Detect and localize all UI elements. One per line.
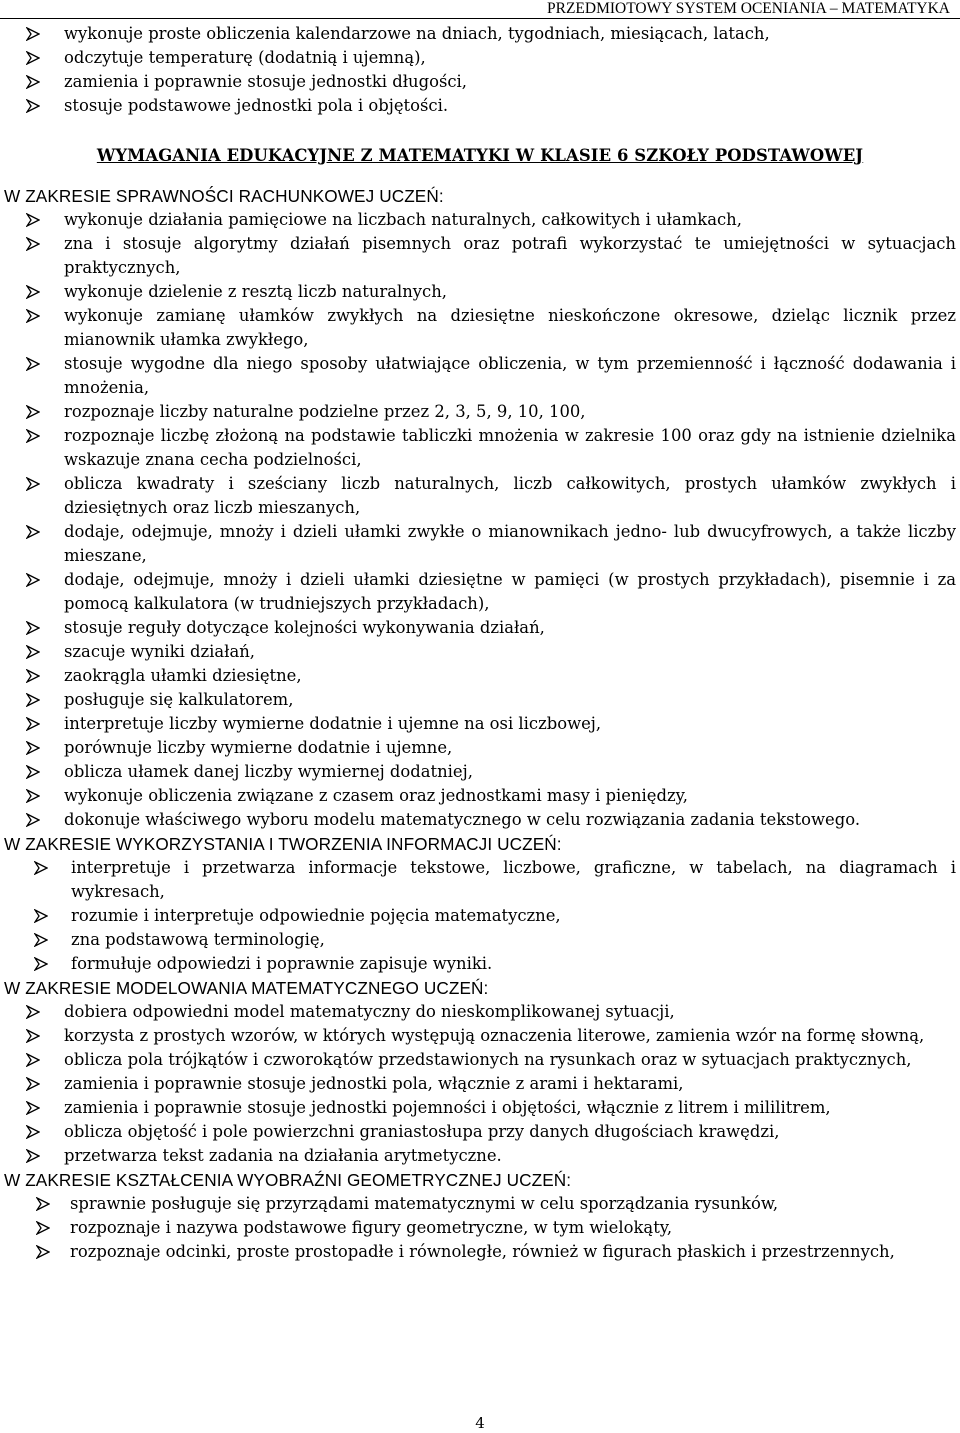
list-item xyxy=(4,22,956,46)
list-item-text: oblicza pola trójkątów i czworokątów przedstawionych na rysunkach oraz w sytuacjach praktycznych, xyxy=(64,1050,912,1069)
arrow-bullet-icon xyxy=(26,717,40,731)
arrow-bullet-icon xyxy=(26,309,40,323)
list-item-text: odczytuje temperaturę (dodatnią i ujemną), xyxy=(64,48,426,67)
list-item-text: oblicza ułamek danej liczby wymiernej dodatniej, xyxy=(64,762,473,781)
arrow-bullet-icon xyxy=(26,285,40,299)
list-item-text: wykonuje proste obliczenia kalendarzowe na dniach, tygodniach, miesiącach, latach, xyxy=(64,24,770,43)
list-item-text: dobiera odpowiedni model matematyczny do nieskomplikowanej sytuacji, xyxy=(64,1002,675,1021)
list-item-text: zamienia i poprawnie stosuje jednostki pola, włącznie z arami i hektarami, xyxy=(64,1074,684,1093)
arrow-bullet-icon xyxy=(26,645,40,659)
list-item-text: dokonuje właściwego wyboru modelu matematycznego w celu rozwiązania zadania tekstowego. xyxy=(64,810,861,829)
arrow-bullet-icon xyxy=(26,1005,40,1019)
page-number: 4 xyxy=(475,1414,485,1432)
list-item xyxy=(4,616,956,640)
section-list xyxy=(4,208,956,832)
intro-list xyxy=(4,22,956,118)
section-heading: W ZAKRESIE MODELOWANIA MATEMATYCZNEGO UCZEŃ: xyxy=(4,978,489,998)
list-item xyxy=(4,232,956,280)
list-item-text: dodaje, odejmuje, mnoży i dzieli ułamki dziesiętne w pamięci (w prostych przykładach), pisemnie i za pomocą kalkulatora (w trudniejszych przykładach), xyxy=(64,570,956,613)
list-item xyxy=(4,1000,956,1024)
arrow-bullet-icon xyxy=(26,405,40,419)
list-item-text: szacuje wyniki działań, xyxy=(64,642,256,661)
arrow-bullet-icon xyxy=(26,477,40,491)
document-body xyxy=(4,22,956,1264)
list-item xyxy=(4,760,956,784)
arrow-bullet-icon xyxy=(26,75,40,89)
section-list xyxy=(4,856,956,976)
list-item xyxy=(4,304,956,352)
list-item-text: rozumie i interpretuje odpowiednie pojęcia matematyczne, xyxy=(71,906,561,925)
list-item-text: wykonuje dzielenie z resztą liczb naturalnych, xyxy=(64,282,447,301)
list-item xyxy=(4,712,956,736)
list-item xyxy=(4,1144,956,1168)
list-item-text: zna i stosuje algorytmy działań pisemnych oraz potrafi wykorzystać te umiejętności w sytuacjach praktycznych, xyxy=(64,234,956,277)
list-item xyxy=(4,856,956,904)
list-item-text: przetwarza tekst zadania na działania arytmetyczne. xyxy=(64,1146,502,1165)
list-item-text: zna podstawową terminologię, xyxy=(71,930,325,949)
list-item xyxy=(4,280,956,304)
arrow-bullet-icon xyxy=(26,1029,40,1043)
list-item xyxy=(4,400,956,424)
list-item xyxy=(4,94,956,118)
arrow-bullet-icon xyxy=(26,237,40,251)
arrow-bullet-icon xyxy=(26,213,40,227)
list-item-text: zamienia i poprawnie stosuje jednostki pojemności i objętości, włącznie z litrem i mililitrem, xyxy=(64,1098,831,1117)
arrow-bullet-icon xyxy=(26,573,40,587)
list-item xyxy=(4,424,956,472)
arrow-bullet-icon xyxy=(26,693,40,707)
list-item xyxy=(4,46,956,70)
arrow-bullet-icon xyxy=(36,1221,50,1235)
list-item xyxy=(4,1096,956,1120)
list-item xyxy=(4,664,956,688)
arrow-bullet-icon xyxy=(26,789,40,803)
list-item xyxy=(4,736,956,760)
list-item-text: interpretuje liczby wymierne dodatnie i ujemne na osi liczbowej, xyxy=(64,714,602,733)
arrow-bullet-icon xyxy=(34,957,48,971)
arrow-bullet-icon xyxy=(26,1077,40,1091)
arrow-bullet-icon xyxy=(26,1053,40,1067)
list-item xyxy=(4,208,956,232)
list-item-text: dodaje, odejmuje, mnoży i dzieli ułamki zwykłe o mianownikach jedno- lub dwucyfrowych, a także liczby mieszane, xyxy=(64,522,956,565)
arrow-bullet-icon xyxy=(26,741,40,755)
list-item-text: posługuje się kalkulatorem, xyxy=(64,690,294,709)
list-item-text: wykonuje działania pamięciowe na liczbach naturalnych, całkowitych i ułamkach, xyxy=(64,210,742,229)
list-item-text: porównuje liczby wymierne dodatnie i ujemne, xyxy=(64,738,453,757)
list-item xyxy=(4,1240,956,1264)
list-item xyxy=(4,568,956,616)
list-item xyxy=(4,1192,956,1216)
list-item-text: rozpoznaje i nazywa podstawowe figury geometryczne, w tym wielokąty, xyxy=(70,1218,673,1237)
list-item-text: wykonuje obliczenia związane z czasem oraz jednostkami masy i pieniędzy, xyxy=(64,786,688,805)
list-item xyxy=(4,1048,956,1072)
section-3 xyxy=(4,1168,956,1264)
header-text: PRZEDMIOTOWY SYSTEM OCENIANIA – MATEMATYKA xyxy=(547,0,950,17)
list-item xyxy=(4,472,956,520)
list-item xyxy=(4,640,956,664)
list-item xyxy=(4,688,956,712)
list-item-text: interpretuje i przetwarza informacje tekstowe, liczbowe, graficzne, w tabelach, na diagramach i wykresach, xyxy=(71,858,956,901)
arrow-bullet-icon xyxy=(26,51,40,65)
section-list xyxy=(4,1192,956,1264)
section-heading: W ZAKRESIE KSZTAŁCENIA WYOBRAŹNI GEOMETRYCZNEJ UCZEŃ: xyxy=(4,1170,572,1190)
page-header xyxy=(0,0,960,19)
list-item xyxy=(4,904,956,928)
list-item xyxy=(4,1072,956,1096)
arrow-bullet-icon xyxy=(26,357,40,371)
list-item xyxy=(4,808,956,832)
arrow-bullet-icon xyxy=(26,813,40,827)
list-item-text: rozpoznaje liczby naturalne podzielne przez 2, 3, 5, 9, 10, 100, xyxy=(64,402,586,421)
arrow-bullet-icon xyxy=(26,27,40,41)
arrow-bullet-icon xyxy=(26,1101,40,1115)
list-item-text: rozpoznaje odcinki, proste prostopadłe i równoległe, również w figurach płaskich i przestrzennych, xyxy=(70,1242,895,1261)
list-item-text: sprawnie posługuje się przyrządami matematycznymi w celu sporządzania rysunków, xyxy=(70,1194,779,1213)
arrow-bullet-icon xyxy=(26,621,40,635)
arrow-bullet-icon xyxy=(26,1149,40,1163)
list-item xyxy=(4,70,956,94)
arrow-bullet-icon xyxy=(26,99,40,113)
list-item xyxy=(4,1024,956,1048)
list-item-text: stosuje wygodne dla niego sposoby ułatwiające obliczenia, w tym przemienność i łączność dodawania i mnożenia, xyxy=(64,354,956,397)
section-heading: W ZAKRESIE WYKORZYSTANIA I TWORZENIA INFORMACJI UCZEŃ: xyxy=(4,834,562,854)
list-item-text: wykonuje zamianę ułamków zwykłych na dziesiętne nieskończone okresowe, dzieląc licznik przez mianownik ułamka zwykłego, xyxy=(64,306,956,349)
list-item xyxy=(4,520,956,568)
list-item-text: rozpoznaje liczbę złożoną na podstawie tabliczki mnożenia w zakresie 100 oraz gdy na istnienie dzielnika wskazuje znana cecha podzielności, xyxy=(64,426,956,469)
list-item-text: oblicza kwadraty i sześciany liczb naturalnych, liczb całkowitych, prostych ułamków zwykłych i dziesiętnych oraz liczb mieszanych, xyxy=(64,474,956,517)
list-item-text: zaokrągla ułamki dziesiętne, xyxy=(64,666,302,685)
arrow-bullet-icon xyxy=(26,669,40,683)
arrow-bullet-icon xyxy=(34,933,48,947)
arrow-bullet-icon xyxy=(36,1245,50,1259)
section-0 xyxy=(4,184,956,832)
document-title: WYMAGANIA EDUKACYJNE Z MATEMATYKI W KLASIE 6 SZKOŁY PODSTAWOWEJ xyxy=(96,146,864,165)
arrow-bullet-icon xyxy=(26,429,40,443)
arrow-bullet-icon xyxy=(26,1125,40,1139)
list-item-text: stosuje podstawowe jednostki pola i objętości. xyxy=(64,96,449,115)
list-item xyxy=(4,928,956,952)
arrow-bullet-icon xyxy=(34,909,48,923)
arrow-bullet-icon xyxy=(34,861,48,875)
section-1 xyxy=(4,832,956,976)
list-item-text: oblicza objętość i pole powierzchni graniastosłupa przy danych długościach krawędzi, xyxy=(64,1122,780,1141)
section-2 xyxy=(4,976,956,1168)
arrow-bullet-icon xyxy=(36,1197,50,1211)
section-list xyxy=(4,1000,956,1168)
list-item-text: formułuje odpowiedzi i poprawnie zapisuje wyniki. xyxy=(71,954,493,973)
list-item xyxy=(4,1120,956,1144)
list-item xyxy=(4,352,956,400)
arrow-bullet-icon xyxy=(26,765,40,779)
list-item xyxy=(4,952,956,976)
list-item-text: stosuje reguły dotyczące kolejności wykonywania działań, xyxy=(64,618,545,637)
list-item-text: zamienia i poprawnie stosuje jednostki długości, xyxy=(64,72,467,91)
list-item-text: korzysta z prostych wzorów, w których występują oznaczenia literowe, zamienia wzór na formę słowną, xyxy=(64,1026,925,1045)
list-item xyxy=(4,1216,956,1240)
arrow-bullet-icon xyxy=(26,525,40,539)
section-heading: W ZAKRESIE SPRAWNOŚCI RACHUNKOWEJ UCZEŃ: xyxy=(4,186,444,206)
list-item xyxy=(4,784,956,808)
